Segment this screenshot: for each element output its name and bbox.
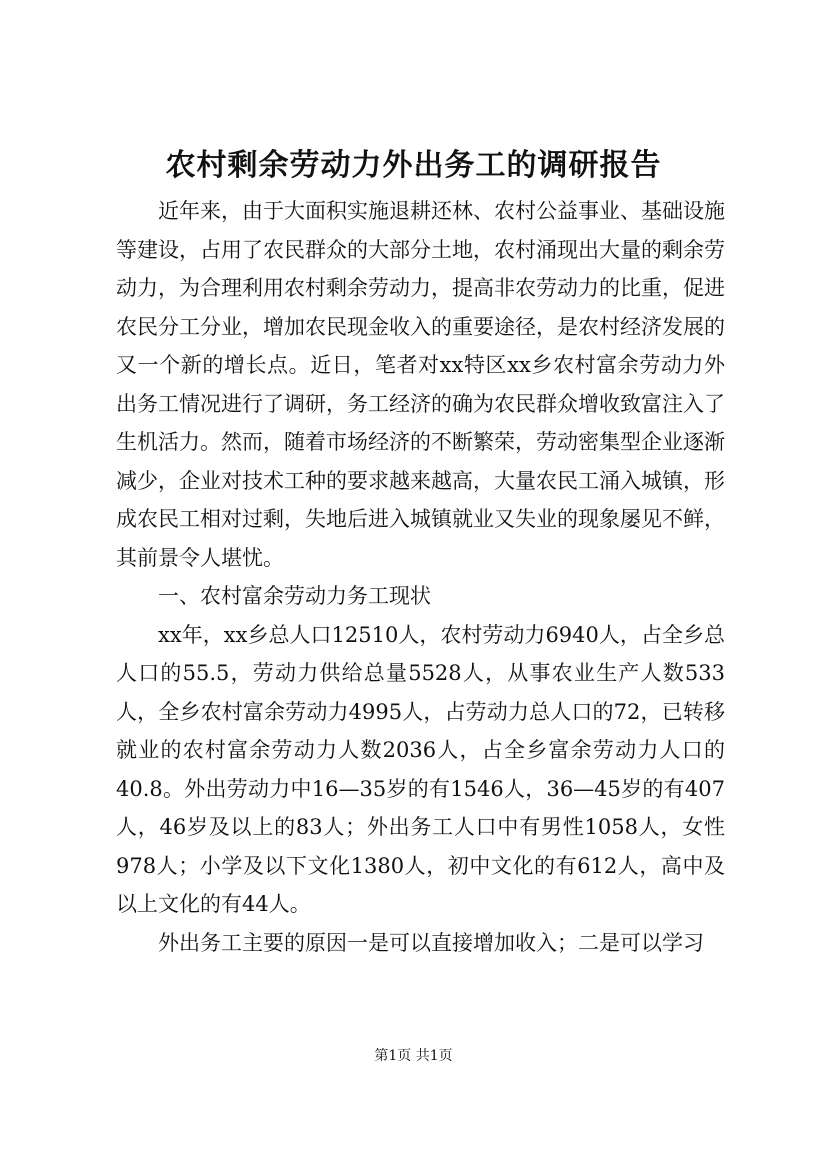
section-heading: 一、农村富余劳动力务工现状: [158, 584, 431, 608]
reasons-paragraph: 外出务工主要的原因一是可以直接增加收入；二是可以学习: [158, 930, 704, 955]
statistics-paragraph: xx年，xx乡总人口12510人，农村劳动力6940人，占全乡总人口的55.5，劳动力供给总量5528人，从事农业生产人数533人，全乡农村富余劳动力4995人，占劳动力总人口的72，已转移就业的农村富余劳动力人数2036人，占全乡富余劳动力人口的40.8。外出劳动力中16—35岁的有1546人，36—45岁的有407人，46岁及以上的83人；外出务工人口中有男性1058人，女性978人；小学及以下文化1380人，初中文化的有612人，高中及以上文化的有44人。: [116, 622, 725, 916]
document-title: 农村剩余劳动力外出务工的调研报告: [165, 148, 662, 183]
document-body: [116, 192, 725, 962]
intro-paragraph: 近年来，由于大面积实施退耕还林、农村公益事业、基础设施等建设，占用了农民群众的大部分土地，农村涌现出大量的剩余劳动力，为合理利用农村剩余劳动力，提高非农劳动力的比重，促进农民分工分业，增加农民现金收入的重要途径，是农村经济发展的又一个新的增长点。近日，笔者对xx特区xx乡农村富余劳动力外出务工情况进行了调研，务工经济的确为农民群众增收致富注入了生机活力。然而，随着市场经济的不断繁荣，劳动密集型企业逐渐减少，企业对技术工种的要求越来越高，大量农民工涌入城镇，形成农民工相对过剩，失地后进入城镇就业又失业的现象屡见不鲜，其前景令人堪忧。: [116, 199, 725, 570]
page-number: 第1页 共1页: [374, 1048, 453, 1064]
